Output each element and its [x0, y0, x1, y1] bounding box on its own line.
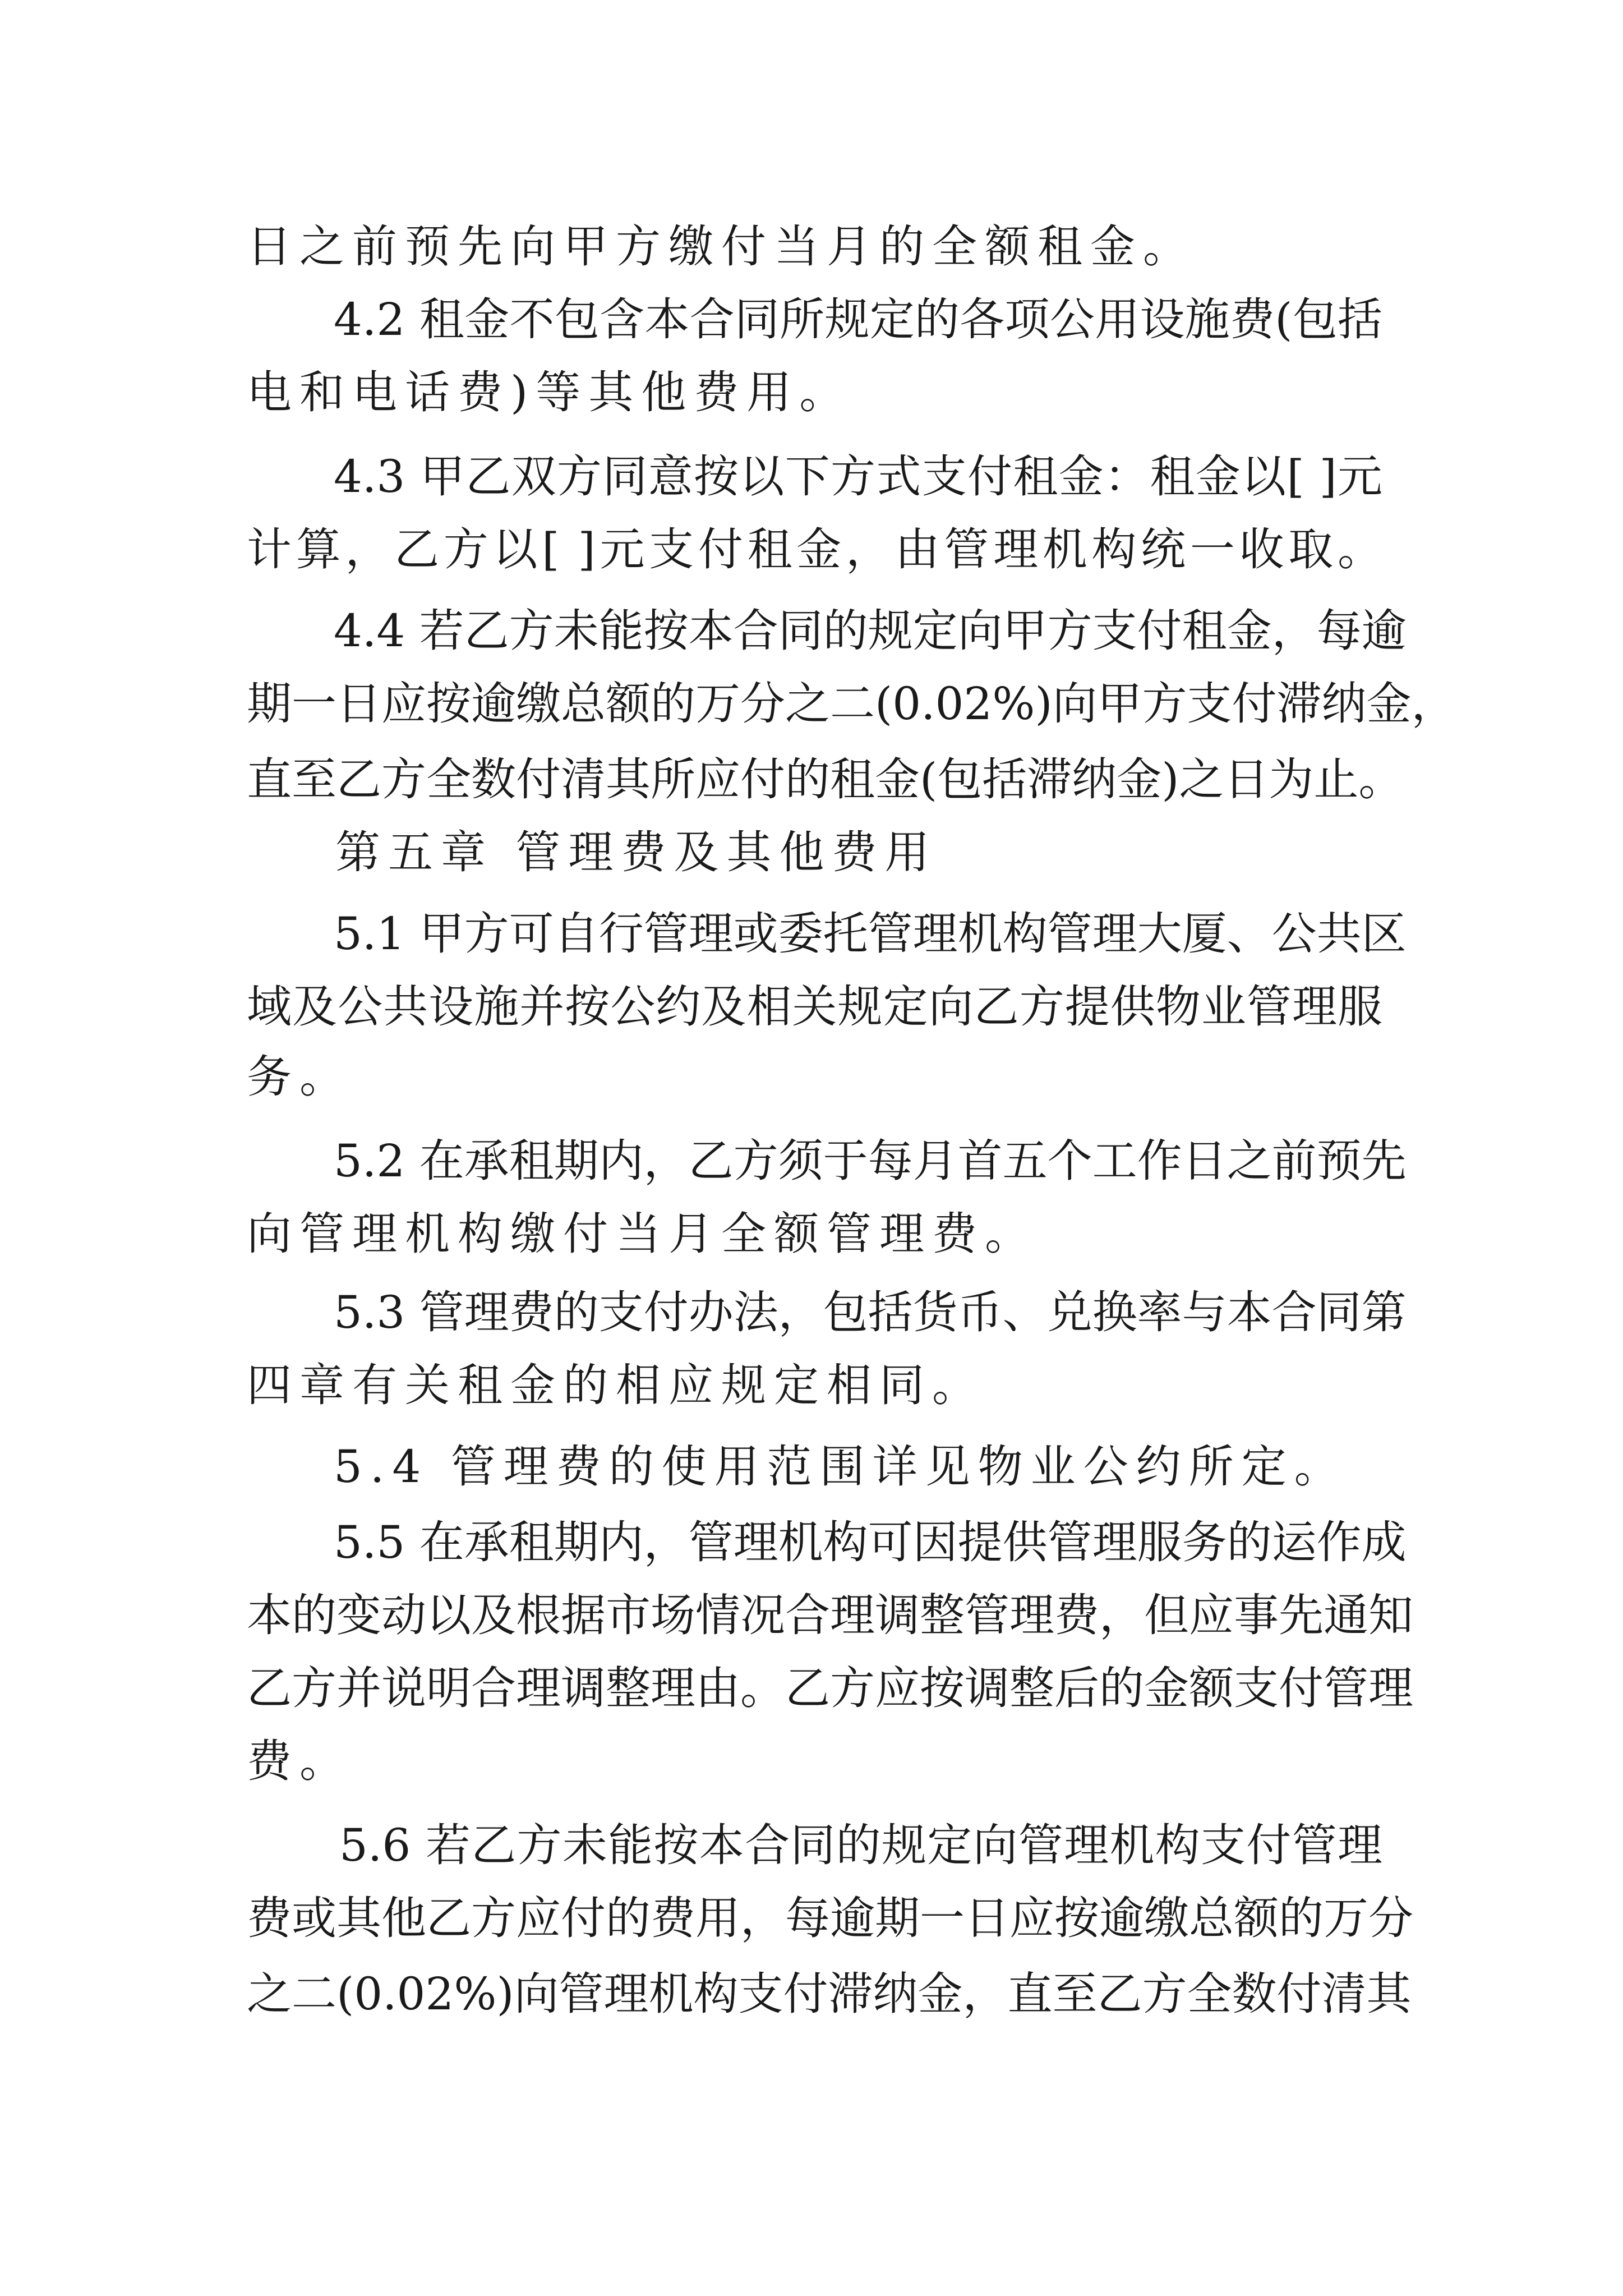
text-line: 域及公共设施并按公约及相关规定向乙方提供物业管理服 — [247, 981, 1382, 1033]
text-line: 5.2 在承租期内，乙方须于每月首五个工作日之前预先 — [334, 1135, 1407, 1187]
text-line: 费或其他乙方应付的费用，每逾期一日应按逾缴总额的万分 — [247, 1892, 1413, 1944]
text-line: 本的变动以及根据市场情况合理调整管理费，但应事先通知 — [247, 1589, 1413, 1641]
text-line: 4.4 若乙方未能按本合同的规定向甲方支付租金，每逾 — [334, 605, 1407, 657]
text-line: 5.1 甲方可自行管理或委托管理机构管理大厦、公共区 — [334, 908, 1407, 960]
text-line: 计算，乙方以[ ]元支付租金，由管理机构统一收取。 — [247, 523, 1382, 576]
text-line: 4.2 租金不包含本合同所规定的各项公用设施费(包括 — [334, 293, 1382, 346]
text-line: 四章有关租金的相应规定相同。 — [247, 1359, 985, 1411]
section-heading: 第五章 管理费及其他费用 — [335, 826, 938, 878]
text-line: 直至乙方全数付清其所应付的租金(包括滞纳金)之日为止。 — [247, 753, 1404, 806]
text-line: 之二(0.02%)向管理机构支付滞纳金，直至乙方全数付清其 — [247, 1968, 1412, 2020]
text-line: 5.5 在承租期内，管理机构可因提供管理服务的运作成 — [334, 1516, 1407, 1568]
text-line: 电和电话费)等其他费用。 — [247, 366, 852, 418]
text-line: 5.4 管理费的使用范围详见物业公约所定。 — [334, 1441, 1347, 1493]
text-line: 向管理机构缴付当月全额管理费。 — [247, 1208, 1038, 1260]
text-line: 务。 — [247, 1051, 352, 1103]
text-line: 乙方并说明合理调整理由。乙方应按调整后的金额支付管理 — [247, 1662, 1413, 1714]
text-line: 费。 — [247, 1735, 352, 1787]
text-line: 4.3 甲乙双方同意按以下方式支付租金：租金以[ ]元 — [334, 450, 1382, 503]
text-line: 5.3 管理费的支付办法，包括货币、兑换率与本合同第 — [334, 1286, 1407, 1338]
text-line: 日之前预先向甲方缴付当月的全额租金。 — [247, 220, 1196, 273]
text-line: 期一日应按逾缴总额的万分之二(0.02%)向甲方支付滞纳金， — [247, 678, 1456, 730]
text-line: 5.6 若乙方未能按本合同的规定向管理机构支付管理 — [339, 1819, 1382, 1871]
